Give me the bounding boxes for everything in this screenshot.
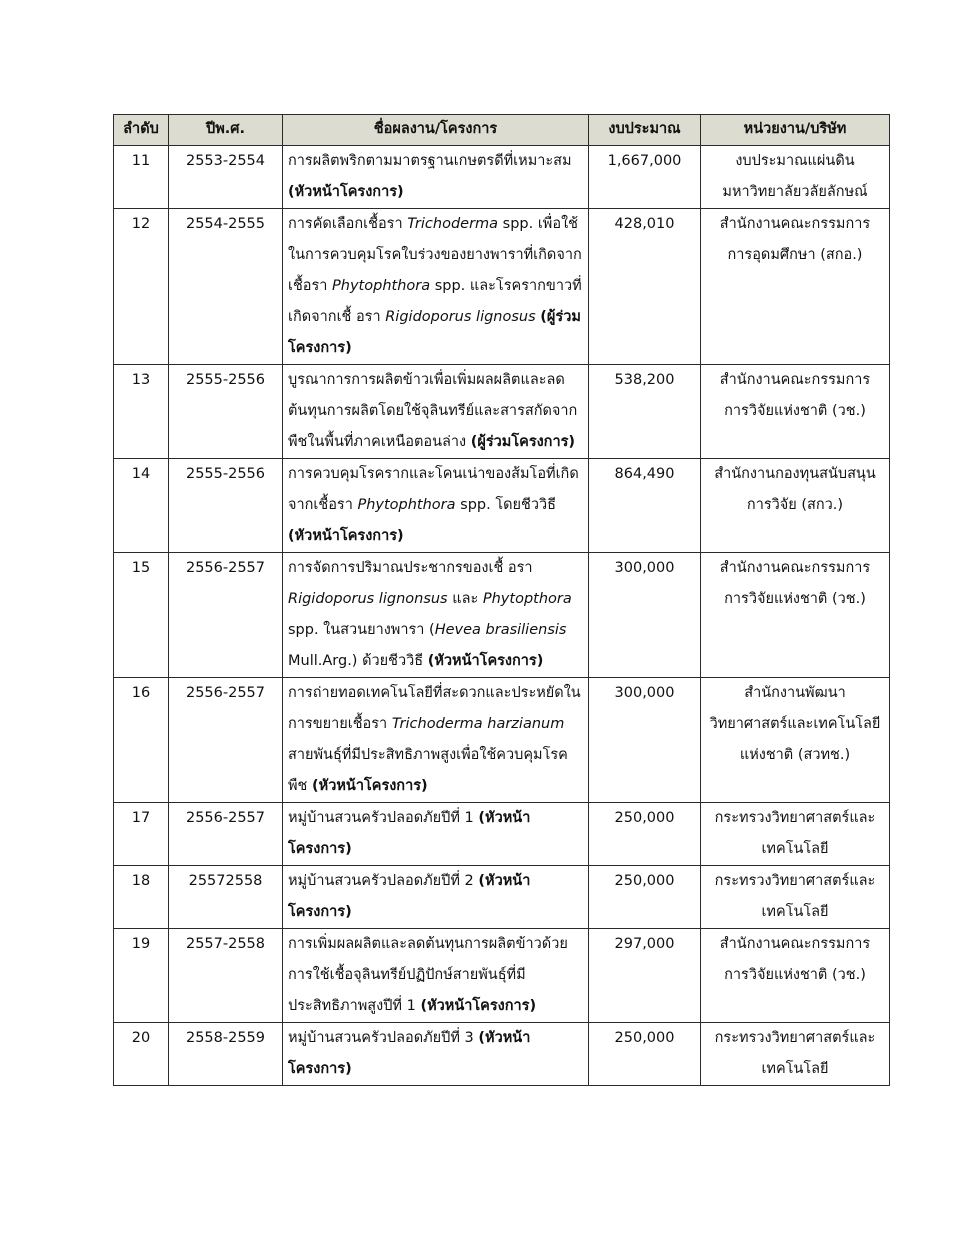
row-order: 17 bbox=[114, 803, 169, 866]
row-year: 2557-2558 bbox=[169, 929, 283, 1023]
row-agency: สำนักงานพัฒนา วิทยาศาสตร์และเทคโนโลยี แห่งชาติ (สวทช.) bbox=[701, 678, 890, 803]
scientific-name: Phytopthora bbox=[482, 591, 572, 607]
table-row bbox=[114, 459, 890, 553]
title-text: spp. ในสวนยางพารา ( bbox=[288, 622, 435, 638]
title-text: บูรณาการการผลิตข้าวเพื่อเพิ่มผลผลิตและลดต้นทุนการผลิตโดยใช้จุลินทรีย์และสารสกัดจากพืชในพื้นที่ภาคเหนือตอนล่าง bbox=[288, 372, 578, 450]
title-text: สายพันธุ์ที่มีประสิทธิภาพสูงเพื่อใช้ควบคุมโรคพืช bbox=[288, 747, 568, 794]
table-row bbox=[114, 1023, 890, 1086]
row-project-title bbox=[283, 146, 589, 209]
project-role: (หัวหน้าโครงการ) bbox=[288, 1030, 531, 1077]
row-order: 12 bbox=[114, 209, 169, 365]
title-text: spp. และโรครากขาวที่ เกิดจากเชื้ อรา bbox=[288, 278, 582, 325]
row-agency: กระทรวงวิทยาศาสตร์และ เทคโนโลยี bbox=[701, 866, 890, 929]
project-role: (ผู้ร่วมโครงการ) bbox=[288, 309, 581, 356]
title-text: Mull.Arg.) ด้วยชีววิธี bbox=[288, 653, 428, 669]
row-year: 2558-2559 bbox=[169, 1023, 283, 1086]
project-role: (หัวหน้าโครงการ) bbox=[427, 653, 544, 669]
project-role: (หัวหน้าโครงการ) bbox=[288, 528, 404, 544]
row-budget: 428,010 bbox=[589, 209, 701, 365]
row-agency: กระทรวงวิทยาศาสตร์และ เทคโนโลยี bbox=[701, 803, 890, 866]
project-role: (หัวหน้าโครงการ) bbox=[420, 998, 537, 1014]
title-text: และ bbox=[447, 591, 483, 607]
title-text: การจัดการปริมาณประชากรของเชื้ อรา bbox=[288, 560, 533, 576]
table-row bbox=[114, 209, 890, 365]
title-text: การควบคุมโรครากและโคนเน่าของส้มโอที่เกิดจากเชื้อรา bbox=[288, 466, 579, 513]
title-text: หมู่บ้านสวนครัวปลอดภัยปีที่ 2 bbox=[288, 873, 479, 889]
table-row bbox=[114, 929, 890, 1023]
row-year: 2555-2556 bbox=[169, 459, 283, 553]
project-role: (หัวหน้าโครงการ) bbox=[288, 810, 531, 857]
row-agency: กระทรวงวิทยาศาสตร์และ เทคโนโลยี bbox=[701, 1023, 890, 1086]
row-order: 18 bbox=[114, 866, 169, 929]
table-row bbox=[114, 803, 890, 866]
table-row bbox=[114, 365, 890, 459]
row-order: 19 bbox=[114, 929, 169, 1023]
scientific-name: Trichoderma bbox=[407, 216, 499, 232]
project-role: (หัวหน้าโครงการ) bbox=[288, 184, 404, 200]
table-body bbox=[114, 146, 890, 1086]
row-budget: 864,490 bbox=[589, 459, 701, 553]
title-text: การถ่ายทอดเทคโนโลยีที่สะดวกและประหยัดในการขยายเชื้อรา bbox=[288, 685, 581, 732]
row-project-title bbox=[283, 209, 589, 365]
row-budget: 250,000 bbox=[589, 803, 701, 866]
table-row bbox=[114, 553, 890, 678]
row-year: 25572558 bbox=[169, 866, 283, 929]
project-role: (ผู้ร่วมโครงการ) bbox=[470, 434, 576, 450]
header-row bbox=[114, 115, 890, 146]
row-year: 2556-2557 bbox=[169, 678, 283, 803]
row-order: 16 bbox=[114, 678, 169, 803]
row-year: 2554-2555 bbox=[169, 209, 283, 365]
header-agency: หน่วยงาน/บริษัท bbox=[701, 115, 890, 146]
row-project-title bbox=[283, 678, 589, 803]
table-row bbox=[114, 678, 890, 803]
row-agency: สำนักงานกองทุนสนับสนุน การวิจัย (สกว.) bbox=[701, 459, 890, 553]
row-agency: สำนักงานคณะกรรมการ การอุดมศึกษา (สกอ.) bbox=[701, 209, 890, 365]
table-row bbox=[114, 866, 890, 929]
header-budget: งบประมาณ bbox=[589, 115, 701, 146]
row-project-title bbox=[283, 866, 589, 929]
title-text: การเพิ่มผลผลิตและลดต้นทุนการผลิตข้าวด้วยการใช้เชื้อจุลินทรีย์ปฏิปักษ์สายพันธุ์ที่มีประสิทธิภาพสูงปีที่ 1 bbox=[288, 936, 568, 1014]
scientific-name: Trichoderma harzianum bbox=[391, 716, 565, 732]
row-project-title bbox=[283, 459, 589, 553]
row-budget: 538,200 bbox=[589, 365, 701, 459]
row-agency: สำนักงานคณะกรรมการ การวิจัยแห่งชาติ (วช.) bbox=[701, 553, 890, 678]
row-order: 20 bbox=[114, 1023, 169, 1086]
row-year: 2555-2556 bbox=[169, 365, 283, 459]
table-row bbox=[114, 146, 890, 209]
header-order: ลำดับ bbox=[114, 115, 169, 146]
scientific-name: Rigidoporus lignonsus bbox=[288, 591, 448, 607]
scientific-name: Rigidoporus lignosus bbox=[385, 309, 536, 325]
row-project-title bbox=[283, 803, 589, 866]
row-order: 14 bbox=[114, 459, 169, 553]
header-project-title: ชื่อผลงาน/โครงการ bbox=[283, 115, 589, 146]
title-text: หมู่บ้านสวนครัวปลอดภัยปีที่ 3 bbox=[288, 1030, 479, 1046]
row-budget: 250,000 bbox=[589, 1023, 701, 1086]
row-agency: สำนักงานคณะกรรมการ การวิจัยแห่งชาติ (วช.) bbox=[701, 929, 890, 1023]
scientific-name: Phytophthora bbox=[332, 278, 431, 294]
row-year: 2556-2557 bbox=[169, 553, 283, 678]
row-budget: 297,000 bbox=[589, 929, 701, 1023]
table-header bbox=[114, 115, 890, 146]
row-project-title bbox=[283, 365, 589, 459]
header-year: ปีพ.ศ. bbox=[169, 115, 283, 146]
title-text: spp. เพื่อใช้ในการควบคุมโรคใบร่วงของยางพาราที่เกิดจากเชื้อรา bbox=[288, 216, 582, 294]
row-order: 15 bbox=[114, 553, 169, 678]
row-year: 2556-2557 bbox=[169, 803, 283, 866]
project-role: (หัวหน้าโครงการ) bbox=[312, 778, 428, 794]
row-agency: งบประมาณแผ่นดิน มหาวิทยาลัยวลัยลักษณ์ bbox=[701, 146, 890, 209]
row-budget: 300,000 bbox=[589, 553, 701, 678]
row-project-title bbox=[283, 929, 589, 1023]
scientific-name: Phytophthora bbox=[357, 497, 456, 513]
row-project-title bbox=[283, 553, 589, 678]
title-text: spp. โดยชีววิธี bbox=[455, 497, 556, 513]
row-budget: 300,000 bbox=[589, 678, 701, 803]
title-text: การผลิตพริกตามมาตรฐานเกษตรดีที่เหมาะสม bbox=[288, 153, 572, 169]
row-order: 13 bbox=[114, 365, 169, 459]
scientific-name: Hevea brasiliensis bbox=[434, 622, 567, 638]
row-budget: 1,667,000 bbox=[589, 146, 701, 209]
project-role: (หัวหน้าโครงการ) bbox=[288, 873, 531, 920]
title-text: การคัดเลือกเชื้อรา bbox=[288, 216, 408, 232]
row-year: 2553-2554 bbox=[169, 146, 283, 209]
row-budget: 250,000 bbox=[589, 866, 701, 929]
projects-table bbox=[113, 114, 890, 1086]
row-agency: สำนักงานคณะกรรมการ การวิจัยแห่งชาติ (วช.) bbox=[701, 365, 890, 459]
row-order: 11 bbox=[114, 146, 169, 209]
row-project-title bbox=[283, 1023, 589, 1086]
title-text: หมู่บ้านสวนครัวปลอดภัยปีที่ 1 bbox=[288, 810, 479, 826]
